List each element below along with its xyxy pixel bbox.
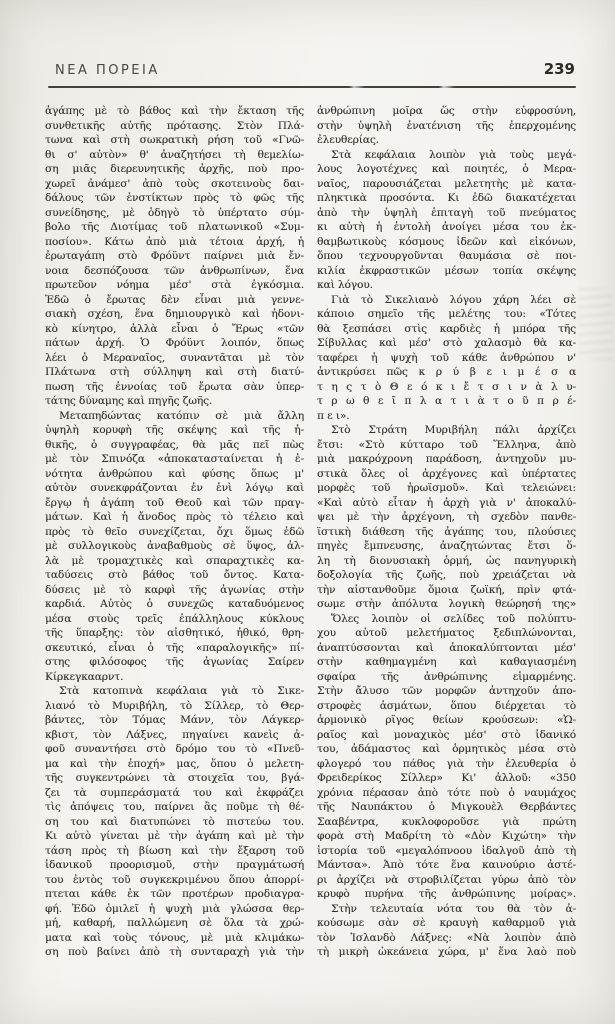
- text-line: ἀπὸ τὴν ὑψηλὴ ἐπιταγὴ τοῦ πνεύματος: [317, 206, 576, 219]
- text-line: ἔργῳ ἡ ἀγάπη τοῦ Θεοῦ καὶ τῶν πραγ-: [45, 496, 304, 509]
- text-line: νοια δεσπόζουσα τῶν ἀνθρωπίνων, ἕνα: [45, 264, 304, 277]
- text-line: χωρεῖ ἀνάμεσ' ἀπὸ τοὺς σκοτεινοὺς δαι-: [45, 177, 304, 190]
- text-line: τ ρ ω θ ε ῖ π λ α τ ι ὰ τ ο ῦ π ρ έ-: [317, 395, 576, 407]
- text-line: Κι αὐτὸ γίνεται μὲ τὴν ἀγάπη καὶ μὲ τὴν: [45, 830, 304, 842]
- text-line: μὲ συλλογικοὺς ἀναβαθμοὺς σὲ ὕψος, ἀλ-: [45, 540, 304, 552]
- text-line: Στὴν ἄλυσο τῶν μορφῶν ἀντηχοῦν ἀπο-: [317, 685, 576, 697]
- text-line: θὰ ξεσπάσει στὶς καρδιὲς ἡ μπόρα τῆς: [317, 322, 576, 335]
- text-line: ἁρμονικὸ ρῖγος θείων κρούσεων: «Ὡ-: [317, 714, 576, 726]
- text-line: «Καὶ αὐτὸ εἶταν ἡ ἀρχὴ γιὰ ν' ἀποκαλύ-: [317, 496, 576, 509]
- text-line: κρυφὸ πυρήνα τῆς ἀνθρώπινης μοίρας».: [317, 888, 576, 900]
- text-line: Σααβέντρα, κυκλοφοροῦσε γιὰ πρώτη: [317, 815, 576, 828]
- text-line: ταδύσεις στὸ βάθος τοῦ ὄντος. Κατα-: [45, 569, 304, 581]
- text-line: δύσεις μὲ τὸ καρφὶ τῆς ἀγωνίας στὴν: [45, 583, 304, 596]
- text-line: στης φιλόσοφος τῆς ἀγωνίας Σαίρεν: [45, 656, 304, 668]
- text-line: κὸ κίνητρο, ἀλλὰ εἶναι ὁ Ἔρως «τῶν: [45, 322, 304, 335]
- journal-title: ΝΕΑ ΠΟΡΕΙΑ: [55, 63, 160, 78]
- text-line: μιὰ μακρόχρονη παράδοση, ἀντηχοῦν μυ-: [317, 453, 576, 465]
- text-column-right: [317, 104, 576, 960]
- text-line: του ἐντὸς τοῦ συγκεκριμένου ὅπου ἀπορρί-: [45, 873, 304, 886]
- text-line: λους λογοτέχνες καὶ ποιητές, ὁ Μερα-: [317, 163, 576, 175]
- text-line: θικῆς, ὁ συγγραφέας, θὰ μᾶς πεῖ πὼς: [45, 438, 304, 451]
- text-line: ποσίου». Κάτω ἀπὸ μιὰ τέτοια ἀρχή, ἡ: [45, 235, 304, 248]
- text-line: τῆς Ναυπάκτου ὁ Μιγκουὲλ Θερβάντες: [317, 801, 576, 813]
- text-line: πάτων ἀρχή. Ὁ Φρόϋντ λοιπόν, ὅπως: [45, 337, 304, 349]
- text-line: χου αὐτοῦ μελετήματος ξεδιπλώνονται,: [317, 627, 576, 639]
- page-number: 239: [543, 60, 575, 78]
- text-line: πηγὲς ἔμπνευσης, ἀναζητώντας ἔτσι ὅ-: [317, 540, 576, 552]
- text-line: τῆς συγκεντρώνει τὰ στοιχεῖα του, βγά-: [45, 772, 304, 784]
- text-line: μάτων. Καὶ ἡ ἄνοδος πρὸς τὸ τέλειο καὶ: [45, 511, 304, 523]
- text-line: κάποιο σημεῖο τῆς μελέτης του: «Τότες: [317, 308, 576, 320]
- text-columns: [45, 104, 577, 960]
- text-line: Ὅλες λοιπὸν οἱ σελίδες τοῦ πολύπτυ-: [331, 612, 576, 625]
- text-line: πτεται κάθε ἐκ τῶν προτέρων προδιαγρα-: [45, 888, 304, 900]
- text-line: τὴν αἰστανθοῦμε ὅμοια ζωϊκή, πρὶν φτά-: [317, 583, 576, 596]
- text-line: ὅπου τεχνουργοῦνται θαυμάσια σὲ ποι-: [317, 250, 576, 262]
- text-line: ψει μὲ τὴν ἀρχέγονη, τὴ σχεδὸν πανθε-: [317, 511, 576, 523]
- text-line: νότητα ἀνθρώπου καὶ φύσης ὅπως μ': [45, 467, 304, 480]
- text-line: αὐτὸν συνεκφράζονται ἐν ἑνὶ λόγῳ καὶ: [45, 482, 304, 494]
- text-line: ραῖος καὶ μοναχικὸς μέσ' στὸ ἰδανικό: [317, 728, 576, 741]
- text-line: στὴν καθημαγμένη καὶ καθαγιασμένη: [317, 656, 576, 668]
- text-line: Στὰ κεφάλαια λοιπὸν γιὰ τοὺς μεγά-: [331, 148, 576, 161]
- text-line: ρι ἀρχίζει νὰ στροβιλίζεται γύρω ἀπὸ τὸν: [317, 873, 576, 886]
- text-line: σκευτικό, εἶναι ὁ τῆς «παραλογικῆς» πί-: [45, 641, 304, 654]
- text-line: καρδιά. Αὐτὸς ὁ συνεχῶς καταδυόμενος: [45, 598, 304, 610]
- text-line: χρόνια πέρασαν ἀπὸ τότε ποὺ ὁ ναυμάχος: [317, 786, 576, 799]
- text-line: θαμβωτικοὺς κόσμους ἰδεῶν καὶ εἰκόνων,: [317, 235, 576, 248]
- text-line: ναῖος, παρουσιάζεται μελετητὴς μὲ κατα-: [317, 177, 576, 190]
- text-line: Μεταπηδώντας κατόπιν σὲ μιὰ ἄλλη: [59, 409, 304, 422]
- text-line: Στὰ κατοπινὰ κεφάλαια γιὰ τὸ Σικε-: [59, 685, 304, 697]
- text-line: ἀνθρώπινη μοῖρα ὥς στὴν εὐφροσύνη,: [317, 105, 576, 117]
- header-divider: [48, 86, 576, 88]
- text-line: ζει τὰ συμπεράσματά του καὶ ἐκφράζει: [45, 786, 304, 799]
- text-line: ἰδανικοῦ προορισμοῦ, στὴν πραγμάτωσή: [45, 859, 304, 871]
- text-line: κβιστ, τὸν Λάξνες, πηγαίνει κανεὶς ἀ-: [45, 728, 304, 741]
- text-line: Ἐδῶ ὁ ἔρωτας δὲν εἶναι μιὰ γεννε-: [45, 293, 304, 306]
- text-line: τάση πρὸς τὴ βίωση καὶ τὴν ἔξαρση τοῦ: [45, 844, 304, 857]
- text-line: τωνα καὶ στὴ σωκρατικὴ ρήση τοῦ «Γνῶ-: [45, 134, 304, 146]
- text-line: πωση τῆς ἐννοίας τοῦ ἔρωτα σὰν ὑπερ-: [45, 380, 304, 393]
- text-line: βάντες, τὸν Τόμας Μάνν, τὸν Λάγκερ-: [45, 714, 304, 726]
- text-line: μή, καθαρή, παλλώμενη σὲ ὅλα τὰ χρώ-: [45, 917, 304, 929]
- text-line: πρωτεῦον νόημα μέσ' στὰ ἐγκόσμια.: [45, 279, 304, 291]
- text-line: Στὴν τελευταία νότα του θὰ τὸν ἀ-: [331, 902, 576, 915]
- text-line: φή. Ἐδῶ ὁμιλεῖ ἡ ψυχὴ μιὰ γλώσσα θερ-: [45, 902, 304, 915]
- text-line: κι αὐτὴ ἡ ἐντολὴ ἀνοίγει μέσα του ἐκ-: [317, 221, 576, 233]
- text-line: μὲ τὸν Σπινόζα «ἀποκατασταίνεται ἡ ἑ-: [45, 453, 304, 465]
- text-line: λὰ μὲ τρομαχτικὲς καὶ σπαραχτικὲς κα-: [45, 554, 304, 567]
- text-line: λέει ὁ Μεραναῖος, συναντᾶται μὲ τὸν: [45, 351, 304, 364]
- text-line: θι σ' αὐτὸν» θ' ἀναζητήσει τὴ θεμελίω-: [45, 148, 304, 161]
- text-line: τῆς ὕπαρξης: τὸν αἰσθητικό, ἠθικό, θρη-: [45, 627, 304, 639]
- text-line: καὶ λόγου.: [317, 279, 373, 291]
- text-line: Μάντσα». Ἀπὸ τότε ἕνα καινούριο ἀστέ-: [317, 859, 576, 871]
- text-line: μορφὲς τοῦ ἡρωϊσμοῦ». Καὶ τελειώνει:: [317, 482, 576, 494]
- text-line: ση του καὶ διατυπώνει τὸ πιστεύω του.: [45, 815, 304, 828]
- text-line: τὴ μικρὴ ὠκεάνεια χώρα, μ' ἕνα λαὸ ποὺ: [317, 946, 576, 958]
- text-line: λιανό τὸ Μυριβήλη, τὸ Σίλλερ, τὸ Θερ-: [45, 699, 304, 712]
- text-line: Γιὰ τὸ Σικελιανὸ λόγου χάρη λέει σὲ: [331, 293, 576, 306]
- scan-artifact: [579, 288, 613, 360]
- text-line: ὑψηλὴ κορυφὴ τῆς σκέψης καὶ τῆς ἠ-: [45, 424, 304, 436]
- text-line: τάτης δύναμης καὶ πηγῆς ζωῆς.: [45, 395, 213, 407]
- text-line: βολο τῆς Διοτίμας τοῦ πλατωνικοῦ «Συμ-: [45, 221, 304, 233]
- text-line: τὶς ἀπόψεις του, παίρνει ἂς ποῦμε τὴ θέ-: [45, 801, 304, 813]
- text-line: σφαίρα τῆς ἀνθρώπινης εἱμαρμένης.: [317, 670, 576, 683]
- text-line: Πλάτωνα στὴ σύλληψη καὶ στὴ διατύ-: [45, 366, 304, 378]
- text-line: ἀναπτύσσονται καὶ ἀποκαλύπτονται μέσ': [317, 641, 576, 654]
- text-line: Φρειδερίκος Σίλλερ» Κι' ἀλλοῦ: «350: [317, 772, 576, 784]
- text-line: δάλους τῶν ἐνστίκτων πρὸς τὸ φῶς τῆς: [45, 192, 304, 204]
- text-line: στὴν ὑψηλὴ ἐνατένιση τῆς ἐπερχομένης: [317, 119, 576, 132]
- text-line: Σίβυλλας καὶ μέσ' στὸ χαλασμὸ θὰ κα-: [317, 337, 576, 349]
- text-line: μέσα στοὺς τρεῖς ἐπάλληλους κύκλους: [45, 612, 304, 625]
- text-line: ϊστικὴ διάθεση τῆς ἀγάπης του, πλούσιες: [317, 525, 576, 538]
- text-line: ἐλευθερίας.: [317, 134, 379, 146]
- text-line: ταφέρει ἡ ψυχὴ τοῦ κάθε ἀνθρώπου ν': [317, 351, 576, 364]
- text-line: κιλία ἐκφραστικῶν μέσων τοπία σκέψης: [317, 264, 576, 277]
- text-line: ἀντικρύσει πῶς κ ρ ύ β ε ι μ έ σ α: [317, 366, 576, 378]
- text-line: πρὸς τὸ θεῖο συνεχίζεται, ὄχι ὅμως ἐδῶ: [45, 525, 304, 538]
- text-line: στικὰ ὅλες οἱ ἀρχέγονες καὶ ὑπέρτατες: [317, 467, 576, 480]
- text-line: φλογερό του πάθος γιὰ τὴν ἐλευθερία ὁ: [317, 757, 576, 770]
- text-line: Στὸ Στράτη Μυριβήλη πάλι ἀρχίζει: [331, 424, 576, 436]
- text-line: Κίρκεγκααρντ.: [45, 670, 124, 683]
- text-line: ἐρωταγάπη στὸ Φρόϋντ παίρνει μιὰ ἔν-: [45, 250, 304, 262]
- text-line: λη τὴ διονυσιακὴ ὁρμή, ὡς πανηγυρικὴ: [317, 554, 576, 567]
- text-line: μα καὶ τὴν ἐποχή» μας, ὅπου ὁ μελετη-: [45, 757, 304, 770]
- text-line: π ε ι».: [317, 409, 350, 422]
- text-line: πληκτικὰ προσόντα. Κι ἐδῶ διακατέχεται: [317, 192, 576, 204]
- text-line: σιακὴ σχέση, ἕνα δημιουργικὸ καὶ ἡδονι-: [45, 308, 304, 320]
- text-line: του, ἀδάμαστος καὶ ὁρμητικὸς μέσα στὸ: [317, 743, 576, 755]
- text-line: στροφὲς ἀσμάτων, ὅπου διέρχεται τὸ: [317, 699, 576, 712]
- text-line: ματα καὶ τοὺς τόνους, μὲ μιὰ κλιμάκω-: [45, 931, 304, 944]
- text-line: τ η ς τ ὸ Θ ε ό κ ι ἔ τ σ ι ν ὰ λ υ-: [317, 380, 576, 393]
- text-line: ἀγάπης μὲ τὸ βάθος καὶ τὴν ἔκταση τῆς: [45, 105, 304, 117]
- text-line: συνθετικῆς αὐτῆς πρότασης. Στὸν Πλά-: [45, 119, 304, 132]
- text-line: φορὰ στὴ Μαδρίτη τὸ «Δὸν Κιχώτη» τὴν: [317, 830, 576, 842]
- text-line: κούσωμε σὰν σὲ κραυγὴ καθαρμοῦ γιὰ: [317, 917, 576, 929]
- text-line: σωμε στὴν ἀπόλυτα λογικὴ θεώρησή της»: [317, 598, 576, 610]
- text-line: δοξολογία τῆς ζωῆς, ποὺ χρειάζεται νὰ: [317, 569, 576, 581]
- text-line: ση μιᾶς διερευνητικῆς ἀρχῆς, ποὺ προ-: [45, 163, 304, 175]
- text-line: τὸν Ἰσλανδὸ Λάξνες: «Νὰ λοιπὸν ἀπὸ: [317, 931, 576, 944]
- text-line: ἔτσι: «Στὸ κύτταρο τοῦ Ἕλληνα, ἀπὸ: [317, 438, 576, 451]
- text-line: φοῦ συναντήσει στὸ δρόμο του τὸ «Πνεῦ-: [45, 743, 304, 755]
- page-header: [55, 60, 575, 78]
- text-line: ση ποὺ βαίνει ἀπὸ τὴ συνταραχὴ γιὰ τὴν: [45, 946, 304, 958]
- text-column-left: [45, 104, 304, 960]
- text-line: ἱστορία τοῦ «μεγαλόπνοου ἰδαλγοῦ ἀπὸ τὴ: [317, 844, 576, 857]
- text-line: συνείδησης, μὲ ὁδηγὸ τὸ ὑπέρτατο σύμ-: [45, 206, 304, 219]
